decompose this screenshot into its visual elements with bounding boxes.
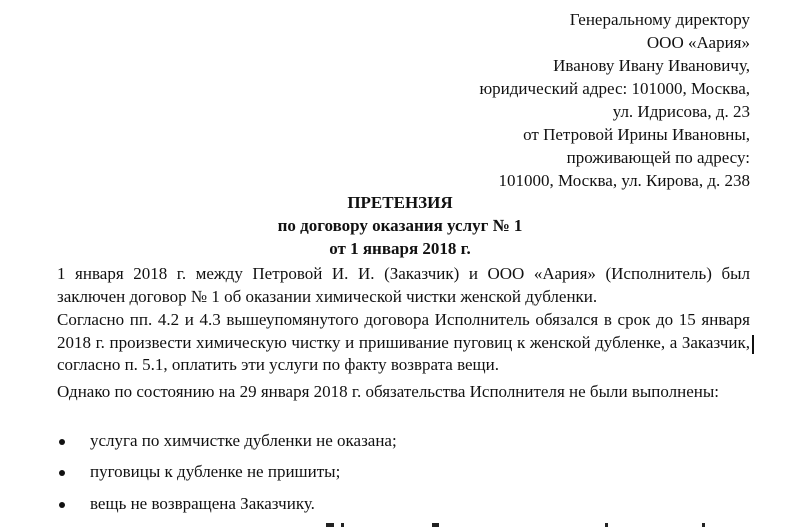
cropped-next-line [0, 521, 800, 527]
addressee-line: Генеральному директору [569, 10, 750, 29]
text-fragment [341, 523, 344, 527]
paragraph-3-container [57, 381, 750, 404]
addressee-line: от Петровой Ирины Ивановны, [523, 125, 750, 144]
document-title: ПРЕТЕНЗИЯ [347, 193, 453, 212]
addressee-line: ООО «Аария» [646, 33, 750, 52]
addressee-block [479, 8, 750, 192]
addressee-line: юридический адрес: 101000, Москва, [479, 79, 750, 98]
paragraph-2-container [57, 309, 750, 377]
text-fragment [326, 523, 334, 527]
text-fragment [702, 523, 705, 527]
document-date-line: от 1 января 2018 г. [329, 239, 471, 258]
paragraph-1-container [57, 263, 750, 308]
body-paragraph: Согласно пп. 4.2 и 4.3 вышеупомянутого договора Исполнитель обязался в срок до 15 января 2018 г. произвести химическую чистку и пришивание пуговиц к женской дубленке, а Заказчик, согласно п. 5.1, оплатить эти услуги по факту возврата вещи. [57, 310, 750, 374]
text-cursor [752, 335, 754, 354]
text-fragment [605, 523, 608, 527]
addressee-line: Иванову Ивану Ивановичу, [553, 56, 750, 75]
body-paragraph: Однако по состоянию на 29 января 2018 г. обязательства Исполнителя не были выполнены: [57, 382, 720, 401]
body-paragraph: 1 января 2018 г. между Петровой И. И. (Заказчик) и ООО «Аария» (Исполнитель) был заключен договор № 1 об оказании химической чистки женской дубленки. [57, 264, 750, 306]
bullet-text: вещь не возвращена Заказчику. [90, 494, 315, 513]
bullet-text: пуговицы к дубленке не пришиты; [90, 462, 341, 481]
document-subtitle: по договору оказания услуг № 1 [277, 216, 523, 235]
addressee-line: ул. Идрисова, д. 23 [612, 102, 750, 121]
bullet-dot-icon [59, 502, 65, 508]
bullet-dot-icon [59, 439, 65, 445]
addressee-line: 101000, Москва, ул. Кирова, д. 238 [498, 171, 750, 190]
bullet-text: услуга по химчистке дубленки не оказана; [90, 431, 397, 450]
text-fragment [432, 523, 439, 527]
document-title-block [0, 191, 800, 260]
addressee-line: проживающей по адресу: [566, 148, 750, 167]
bullet-dot-icon [59, 470, 65, 476]
